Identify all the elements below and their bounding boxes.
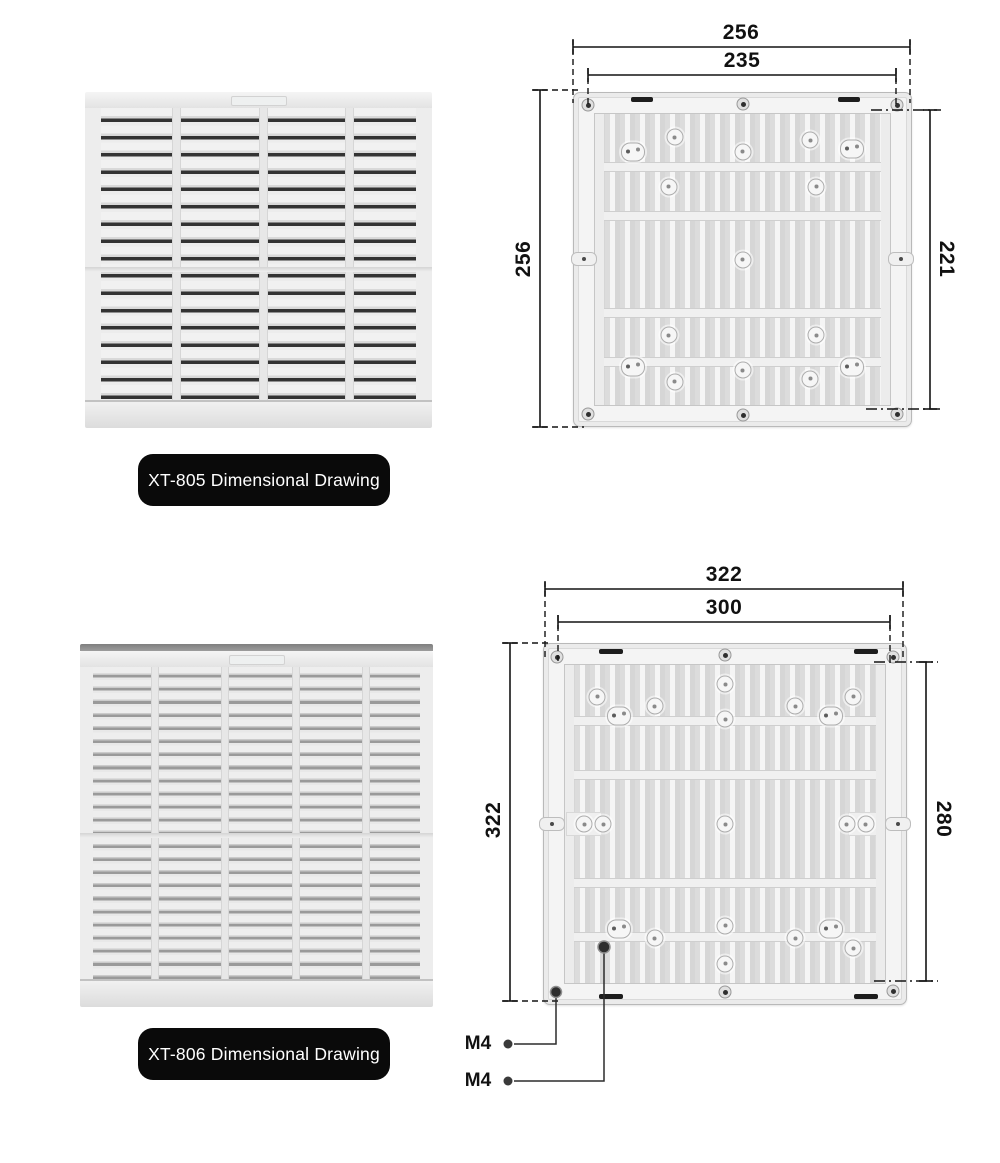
- screw-boss: [787, 698, 804, 715]
- dim-label-805-outer-height: 256: [512, 240, 535, 278]
- side-tab: [539, 817, 565, 831]
- screw-boss: [621, 142, 645, 161]
- screw-boss: [717, 676, 734, 693]
- louver-side-margin: [85, 108, 101, 402]
- screw-boss: [576, 816, 593, 833]
- louver-column-divider: [292, 667, 300, 981]
- dim-label-805-inner-width: 235: [723, 49, 761, 72]
- side-tab: [888, 252, 914, 266]
- mounting-clip: [631, 97, 653, 102]
- screw-boss: [607, 919, 631, 938]
- screw-boss: [808, 327, 825, 344]
- screw-boss: [734, 251, 751, 268]
- badge-label: XT-806 Dimensional Drawing: [148, 1043, 380, 1064]
- grid-band-separator: [574, 770, 876, 780]
- screw-boss: [802, 370, 819, 387]
- m4-callout-label: M4: [464, 1033, 492, 1054]
- side-tab: [885, 817, 911, 831]
- cap-notch: [231, 96, 287, 106]
- screw-boss: [857, 816, 874, 833]
- corner-screw: [582, 99, 595, 112]
- grid-band-separator: [604, 162, 881, 172]
- screw-boss: [589, 688, 606, 705]
- grid-band-separator: [604, 308, 881, 318]
- xt805-rear-drawing: [573, 92, 912, 427]
- corner-screw: [887, 985, 900, 998]
- edge-screw: [719, 649, 732, 662]
- dim-label-806-inner-width: 300: [705, 596, 743, 619]
- cap-notch: [229, 655, 285, 665]
- badge-label: XT-805 Dimensional Drawing: [148, 469, 380, 490]
- grid-band-separator: [574, 878, 876, 888]
- louver-column-divider: [221, 667, 229, 981]
- grille-louvers: [85, 108, 432, 402]
- screw-boss: [660, 327, 677, 344]
- edge-screw: [719, 986, 732, 999]
- grille-base: [80, 979, 433, 1007]
- louver-column-divider: [362, 667, 370, 981]
- screw-boss: [621, 358, 645, 377]
- corner-screw: [891, 99, 904, 112]
- screw-boss: [819, 919, 843, 938]
- screw-boss: [607, 706, 631, 725]
- louver-side-margin: [416, 108, 432, 402]
- louver-column-divider: [345, 108, 354, 402]
- mounting-clip: [838, 97, 860, 102]
- louver-side-margin: [420, 667, 433, 981]
- mounting-clip: [599, 994, 623, 999]
- grid-band-separator: [604, 211, 881, 221]
- screw-boss: [734, 143, 751, 160]
- screw-boss: [819, 706, 843, 725]
- dim-label-806-outer-height: 322: [482, 801, 505, 839]
- screw-boss: [734, 362, 751, 379]
- screw-boss: [717, 955, 734, 972]
- screw-boss: [808, 178, 825, 195]
- screw-boss: [717, 711, 734, 728]
- panel-joint: [85, 267, 432, 272]
- xt805-filter-grid: [594, 113, 891, 406]
- screw-boss: [802, 132, 819, 149]
- screw-boss: [845, 940, 862, 957]
- mounting-clip: [599, 649, 623, 654]
- side-tab: [571, 252, 597, 266]
- louver-column-divider: [259, 108, 268, 402]
- xt806-filter-grid: [564, 664, 886, 984]
- louver-side-margin: [80, 667, 93, 981]
- dim-label-805-inner-height: 221: [935, 240, 958, 278]
- xt806-front-photo: [80, 644, 433, 1007]
- screw-boss: [595, 816, 612, 833]
- screw-boss: [666, 373, 683, 390]
- xt805-front-photo: [85, 92, 432, 428]
- screw-boss: [660, 178, 677, 195]
- screw-boss: [646, 698, 663, 715]
- mounting-clip: [854, 649, 878, 654]
- screw-boss: [717, 917, 734, 934]
- screw-boss: [838, 816, 855, 833]
- louver-column-divider: [172, 108, 181, 402]
- screw-boss: [845, 688, 862, 705]
- dim-label-806-inner-height: 280: [932, 800, 955, 838]
- m4-callout-label: M4: [464, 1070, 492, 1091]
- xt805-model-badge: [138, 454, 390, 506]
- dim-label-805-outer-width: 256: [722, 21, 760, 44]
- grille-base: [85, 400, 432, 428]
- panel-joint: [80, 833, 433, 838]
- screw-boss: [787, 930, 804, 947]
- corner-screw: [551, 651, 564, 664]
- screw-boss: [717, 816, 734, 833]
- screw-boss: [840, 358, 864, 377]
- xt806-rear-drawing: [543, 643, 907, 1005]
- corner-screw: [887, 651, 900, 664]
- dim-label-806-outer-width: 322: [705, 563, 743, 586]
- edge-screw: [737, 98, 750, 111]
- edge-screw: [737, 409, 750, 422]
- screw-boss: [840, 139, 864, 158]
- screw-boss: [666, 129, 683, 146]
- louver-column-divider: [151, 667, 159, 981]
- screw-boss: [646, 930, 663, 947]
- corner-screw: [582, 408, 595, 421]
- grille-louvers: [80, 667, 433, 981]
- corner-screw: [891, 408, 904, 421]
- xt806-model-badge: [138, 1028, 390, 1080]
- grille-top-strip: [80, 644, 433, 651]
- mounting-clip: [854, 994, 878, 999]
